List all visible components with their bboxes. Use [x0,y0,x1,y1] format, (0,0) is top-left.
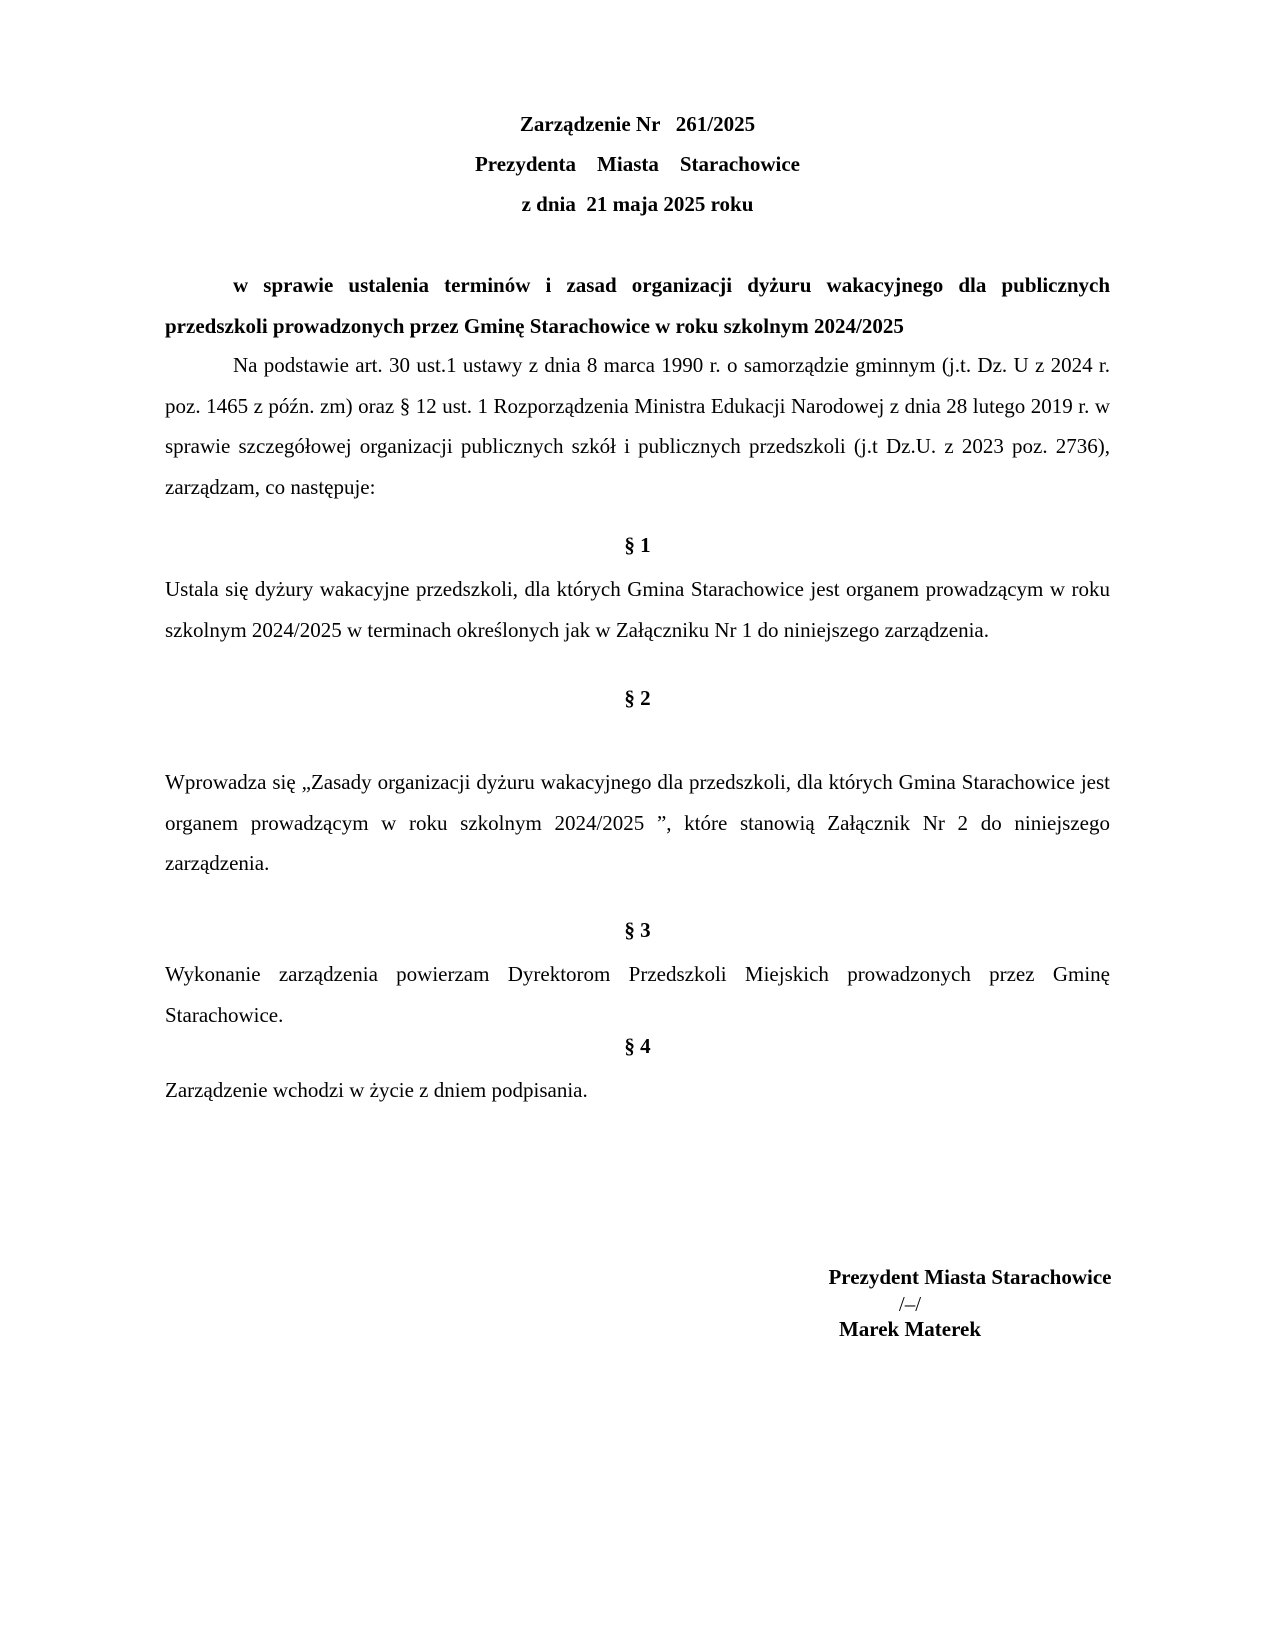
section-text: Zarządzenie wchodzi w życie z dniem podpisania. [165,1078,588,1102]
date-line: z dnia 21 maja 2025 roku [521,192,754,216]
section-text: Wykonanie zarządzenia powierzam Dyrektorom Przedszkoli Miejskich prowadzonych przez Gminę Starachowice. [165,962,1110,1027]
document-title: Zarządzenie Nr 261/2025 [519,112,756,136]
section-heading: § 3 [624,918,651,942]
signature-name: Marek Materek [838,1317,982,1341]
section-text: Wprowadza się „Zasady organizacji dyżuru wakacyjnego dla przedszkoli, dla których Gmina Starachowice jest organem prowadzącym w roku szkolnym 2024/2025 ”, które stanowią Załącznik Nr 2 do niniejszego zarządzenia. [165,770,1110,875]
subject-paragraph: w sprawie ustalenia terminów i zasad organizacji dyżuru wakacyjnego dla publicznych przedszkoli prowadzonych przez Gminę Starachowice w roku szkolnym 2024/2025 [165,273,1110,338]
signature-title: Prezydent Miasta Starachowice [828,1265,1112,1289]
issuer-line: Prezydenta Miasta Starachowice [474,152,801,176]
section-heading: § 2 [624,686,651,710]
signature-mark: /–/ [898,1292,922,1316]
preamble-paragraph: Na podstawie art. 30 ust.1 ustawy z dnia 8 marca 1990 r. o samorządzie gminnym (j.t. Dz. U z 2024 r. poz. 1465 z późn. zm) oraz § 12 ust. 1 Rozporządzenia Ministra Edukacji Narodowej z dnia 28 lutego 2019 r. w sprawie szczegółowej organizacji publicznych szkół i publicznych przedszkoli (j.t Dz.U. z 2023 poz. 2736), zarządzam, co następuje: [165,353,1110,499]
section-heading: § 4 [624,1034,651,1058]
section-heading: § 1 [624,533,651,557]
section-text: Ustala się dyżury wakacyjne przedszkoli, dla których Gmina Starachowice jest organem prowadzącym w roku szkolnym 2024/2025 w terminach określonych jak w Załączniku Nr 1 do niniejszego zarządzenia. [165,577,1110,642]
